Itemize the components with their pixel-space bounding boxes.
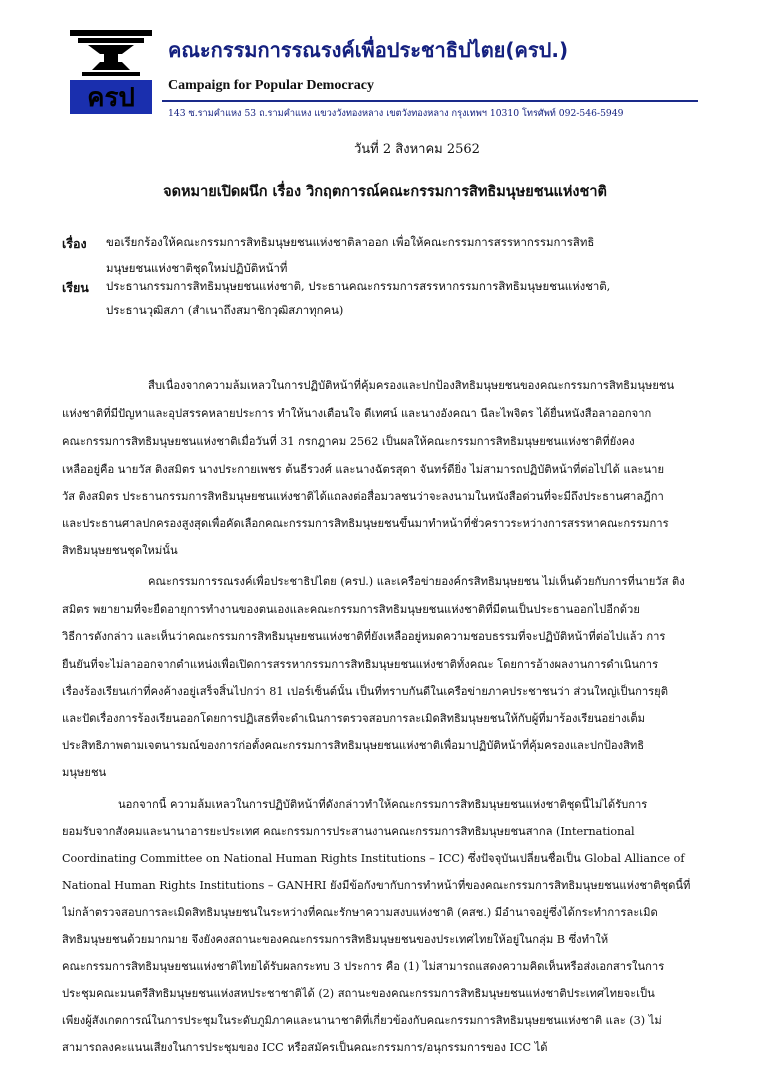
paragraph-line: เรื่องร้องเรียนเก่าที่คงค้างอยู่เสร็จสิ้นไปกว่า 81 เปอร์เซ็นต์นั้น เป็นที่ทราบกันดีในเครือข่ายภาคประชาชนว่า ส่วนใหญ่เป็นการยุติ [62, 685, 668, 698]
paragraph-line: ประสิทธิภาพตามเจตนารมณ์ของการก่อตั้งคณะกรรมการสิทธิมนุษยชนแห่งชาติเพื่อมาปฏิบัติหน้าที่คุ้มครองและปกป้องสิทธิ [62, 739, 645, 752]
organization-logo [68, 30, 154, 114]
paragraph-line: สามารถลงคะแนนเสียงในการประชุมของ ICC หรือสมัครเป็นคณะกรรมการ/อนุกรรมการของ ICC ได้ [62, 1041, 548, 1054]
paragraph-line: สืบเนื่องจากความล้มเหลวในการปฏิบัติหน้าที่คุ้มครองและปกป้องสิทธิมนุษยชนของคณะกรรมการสิทธิมนุษยชน [148, 379, 675, 392]
paragraph-line: ไม่กล้าตรวจสอบการละเมิดสิทธิมนุษยชนในระหว่างที่คณะรักษาความสงบแห่งชาติ (คสช.) มีอำนาจอยู่ซึ่งได้กระทำการละเมิด [62, 906, 658, 919]
paragraph-line: และปัดเรื่องการร้องเรียนออกโดยการปฏิเสธที่จะดำเนินการตรวจสอบการละเมิดสิทธิมนุษยชนให้กับผู้ที่มาร้องเรียนอย่างเต็ม [62, 712, 646, 725]
paragraph-line: เพียงผู้สังเกตการณ์ในการประชุมในระดับภูมิภาคและนานาชาติที่เกี่ยวข้องกับคณะกรรมการสิทธิมนุษยชนแห่งชาติ และ (3) ไม่ [62, 1014, 662, 1027]
paragraph-line: คณะกรรมการสิทธิมนุษยชนแห่งชาติเมื่อวันที่ 31 กรกฎาคม 2562 เป็นผลให้คณะกรรมการสิทธิมนุษยชนแห่งชาติที่ยังคง [62, 435, 635, 448]
paragraph-line: National Human Rights Institutions – GANHRI ยังมีข้อกังขากับการทำหน้าที่ของคณะกรรมการสิทธิมนุษยชนแห่งชาติชุดนี้ที่ [62, 879, 691, 892]
recipient-line: ประธานวุฒิสภา (สำเนาถึงสมาชิกวุฒิสภาทุกคน) [106, 303, 344, 317]
paragraph-line: วัส ติงสมิตร ประธานกรรมการสิทธิมนุษยชนแห่งชาติได้แถลงต่อสื่อมวลชนว่าจะลงนามในหนังสือด่วนที่จะมีถึงประธานศาลฎีกา [62, 490, 664, 503]
paragraph-line: นอกจากนี้ ความล้มเหลวในการปฏิบัติหน้าที่ดังกล่าวทำให้คณะกรรมการสิทธิมนุษยชนแห่งชาติชุดนี้ไม่ได้รับการ [118, 798, 648, 811]
subject-label: เรื่อง [62, 236, 87, 251]
paragraph-line: และประธานศาลปกครองสูงสุดเพื่อคัดเลือกคณะกรรมการสิทธิมนุษยชนขึ้นมาทำหน้าที่ชั่วคราวระหว่างการสรรหาคณะกรรมการ [62, 517, 669, 530]
paragraph-line: สิทธิมนุษยชนด้วยมากมาย จึงยังคงสถานะของคณะกรรมการสิทธิมนุษยชนของประเทศไทยให้อยู่ในกลุ่ม B ซึ่งทำให้ [62, 933, 609, 946]
paragraph-line: Coordinating Committee on National Human Rights Institutions – ICC) ซึ่งปัจจุบันเปลี่ยนชื่อเป็น Global Alliance of [62, 852, 685, 865]
paragraph-line: สมิตร พยายามที่จะยืดอายุการทำงานของตนเองและคณะกรรมการสิทธิมนุษยชนแห่งชาติที่มีตนเป็นประธานออกไปอีกด้วย [62, 603, 640, 616]
paragraph-line: วิธีการดังกล่าว และเห็นว่าคณะกรรมการสิทธิมนุษยชนแห่งชาติที่ยังเหลืออยู่หมดความชอบธรรมที่จะปฏิบัติหน้าที่ต่อไปแล้ว การ [62, 630, 666, 643]
paragraph-line: คณะกรรมการรณรงค์เพื่อประชาธิปไตย (ครป.) และเครือข่ายองค์กรสิทธิมนุษยชน ไม่เห็นด้วยกับการที่นายวัส ติง [148, 575, 685, 588]
subject-line: มนุษยชนแห่งชาติชุดใหม่ปฏิบัติหน้าที่ [106, 261, 288, 275]
organization-address: 143 ซ.รามคำแหง 53 ถ.รามคำแหง แขวงวังทองหลาง เขตวังทองหลาง กรุงเทพฯ 10310 โทรศัพท์ 092-546-5949 [168, 108, 624, 119]
organization-name-english: Campaign for Popular Democracy [168, 78, 374, 93]
subject-line: ขอเรียกร้องให้คณะกรรมการสิทธิมนุษยชนแห่งชาติลาออก เพื่อให้คณะกรรมการสรรหากรรมการสิทธิ [106, 235, 595, 249]
paragraph-line: ประชุมคณะมนตรีสิทธิมนุษยชนแห่งสหประชาชาติได้ (2) สถานะของคณะกรรมการสิทธิมนุษยชนแห่งชาติประเทศไทยจะเป็น [62, 987, 655, 1000]
logo-text: ครป [87, 83, 135, 113]
letter-title: จดหมายเปิดผนึก เรื่อง วิกฤตการณ์คณะกรรมการสิทธิมนุษยชนแห่งชาติ [163, 183, 607, 200]
paragraph-line: แห่งชาติที่มีปัญหาและอุปสรรคหลายประการ ทำให้นางเตือนใจ ดีเทศน์ และนางอังคณา นีละไพจิตร ได้ยื่นหนังสือลาออกจาก [62, 407, 652, 420]
paragraph-line: คณะกรรมการสิทธิมนุษยชนแห่งชาติไทยได้รับผลกระทบ 3 ประการ คือ (1) ไม่สามารถแสดงความคิดเห็นหรือส่งเอกสารในการ [62, 960, 665, 973]
paragraph-line: สิทธิมนุษยชนชุดใหม่นั้น [62, 544, 178, 557]
recipient-label: เรียน [62, 280, 89, 295]
paragraph-line: เหลืออยู่คือ นายวัส ติงสมิตร นางประกายเพชร ต้นธีรวงศ์ และนางฉัตรสุดา จันทร์ดียิ่ง ไม่สามารถปฏิบัติหน้าที่ต่อไปได้ และนาย [62, 463, 664, 476]
organization-name-thai: คณะกรรมการรณรงค์เพื่อประชาธิปไตย(ครป.) [168, 38, 569, 62]
letter-date: วันที่ 2 สิงหาคม 2562 [354, 142, 480, 157]
paragraph-line: ยืนยันที่จะไม่ลาออกจากตำแหน่งเพื่อเปิดการสรรหากรรมการสิทธิมนุษยชนแห่งชาติทั้งคณะ โดยการอ้างผลงานการดำเนินการ [62, 658, 659, 671]
paragraph-line: ยอมรับจากสังคมและนานาอารยะประเทศ คณะกรรมการประสานงานคณะกรรมการสิทธิมนุษยชนสากล (International [62, 825, 635, 838]
paragraph-line: มนุษยชน [62, 766, 107, 779]
letterhead-divider [162, 100, 698, 102]
recipient-line: ประธานกรรมการสิทธิมนุษยชนแห่งชาติ, ประธานคณะกรรมการสรรหากรรมการสิทธิมนุษยชนแห่งชาติ, [106, 279, 611, 293]
